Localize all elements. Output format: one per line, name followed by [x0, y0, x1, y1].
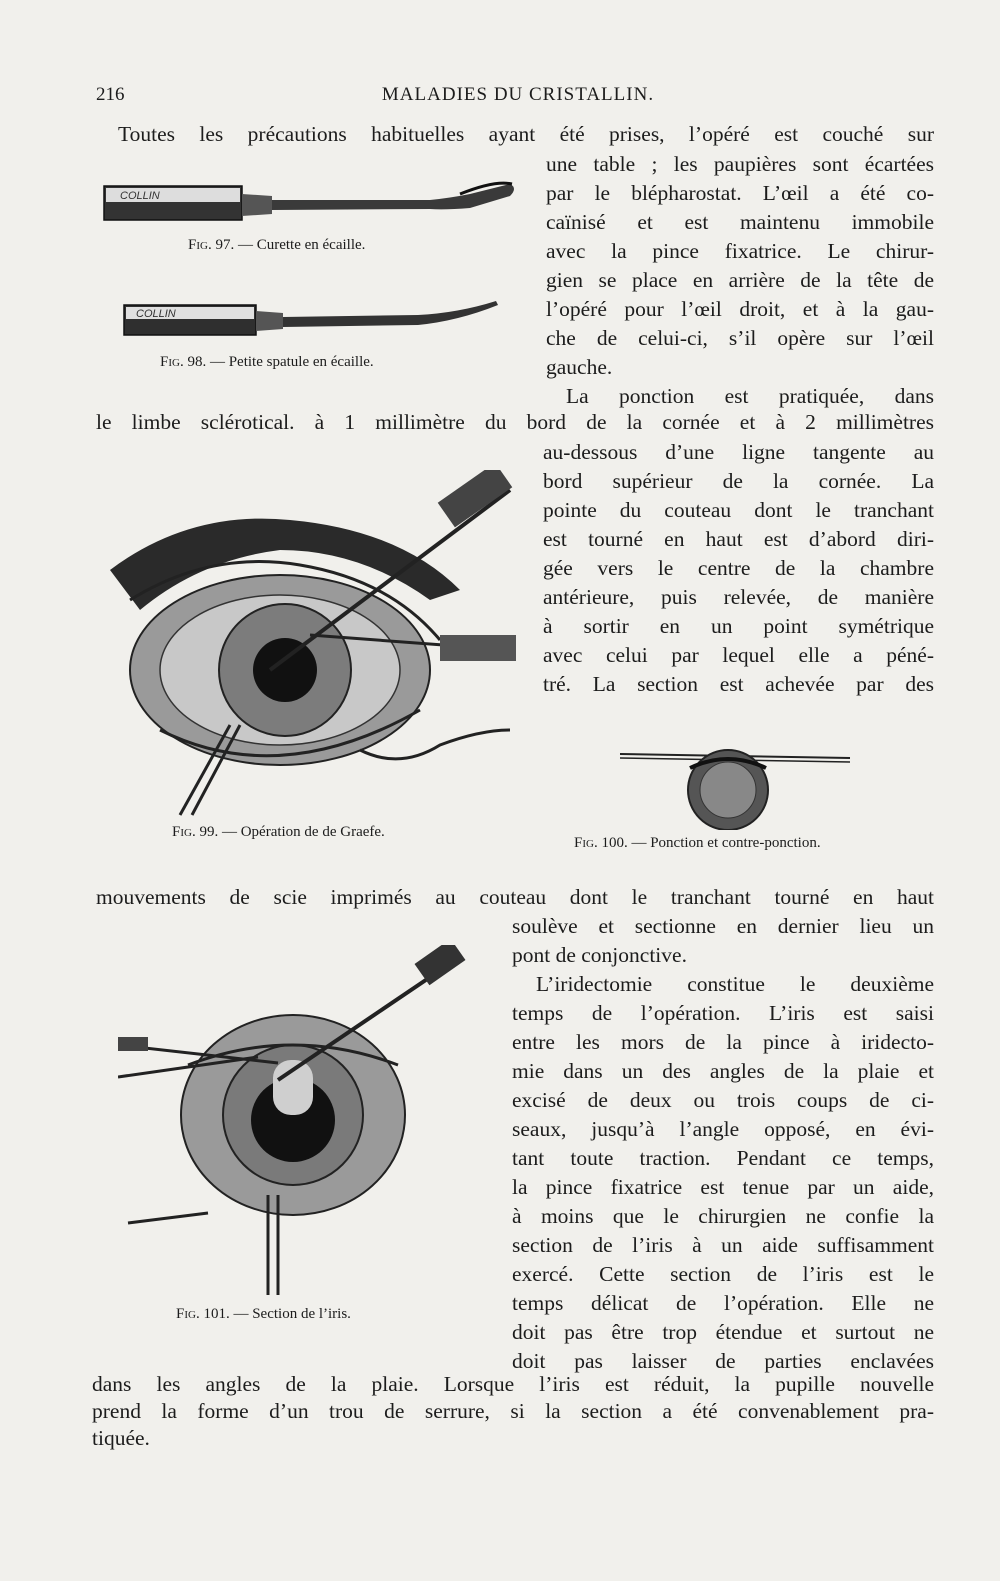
text-line: une table ; les paupières sont écartées: [546, 152, 934, 176]
text-line: Toutes les précautions habituelles ayant été prises, l’opéré est couché sur: [118, 122, 934, 146]
caption-fig101: Fig. 101. — Section de l’iris.: [176, 1306, 351, 1322]
figure-curette: [100, 170, 520, 230]
text-line: tant toute traction. Pendant ce temps,: [512, 1146, 934, 1170]
caption-fig97: Fig. 97. — Curette en écaille.: [188, 237, 366, 253]
text-line: doit pas être trop étendue et surtout ne: [512, 1320, 934, 1344]
text-line: che de celui-ci, s’il opère sur l’œil: [546, 326, 934, 350]
text-line: temps de l’opération. L’iris est saisi: [512, 1001, 934, 1025]
caption-fig99: Fig. 99. — Opération de de Graefe.: [172, 824, 385, 840]
text-line: au-dessous d’une ligne tangente au: [543, 440, 934, 464]
figure-spatula: [118, 295, 508, 345]
figure-ponction: [620, 740, 860, 830]
text-line: mouvements de scie imprimés au couteau dont le tranchant tourné en haut: [96, 885, 934, 909]
engraving-collin: COLLIN: [136, 308, 176, 320]
text-line: avec la pince fixatrice. Le chirur-: [546, 239, 934, 263]
caption-fig100: Fig. 100. — Ponction et contre-ponction.: [574, 835, 821, 851]
text-line: La ponction est pratiquée, dans: [566, 384, 934, 408]
text-line: exercé. Cette section de l’iris est le: [512, 1262, 934, 1286]
text-line: bord supérieur de la cornée. La: [543, 469, 934, 493]
text-line: à moins que le chirurgien ne confie la: [512, 1204, 934, 1228]
text-line: est tourné en haut est d’abord diri-: [543, 527, 934, 551]
text-line: seaux, jusqu’à l’angle opposé, en évi-: [512, 1117, 934, 1141]
text-line: temps délicat de l’opération. Elle ne: [512, 1291, 934, 1315]
text-line: la pince fixatrice est tenue par un aide,: [512, 1175, 934, 1199]
text-line: gien se place en arrière de la tête de: [546, 268, 934, 292]
text-line: caïnisé et est maintenu immobile: [546, 210, 934, 234]
text-line: prend la forme d’un trou de serrure, si la section a été convenablement pra-: [92, 1399, 934, 1423]
text-line: avec celui par lequel elle a péné-: [543, 643, 934, 667]
running-title: MALADIES DU CRISTALLIN.: [381, 84, 655, 105]
text-line: entre les mors de la pince à iridecto-: [512, 1030, 934, 1054]
page-number: 216: [96, 84, 125, 105]
text-line: par le blépharostat. L’œil a été co-: [546, 181, 934, 205]
text-line: tré. La section est achevée par des: [543, 672, 934, 696]
figure-iris-section: [118, 945, 498, 1300]
page-header: [96, 84, 940, 114]
text-line: mie dans un des angles de la plaie et: [512, 1059, 934, 1083]
text-line: doit pas laisser de parties enclavées: [512, 1349, 934, 1373]
text-line: soulève et sectionne en dernier lieu un: [512, 914, 934, 938]
text-line: excisé de deux ou trois coups de ci-: [512, 1088, 934, 1112]
figure-eye-operation: [100, 470, 520, 820]
text-line: gée vers le centre de la chambre: [543, 556, 934, 580]
text-line: gauche.: [546, 355, 613, 379]
text-line: section de l’iris à un aide suffisamment: [512, 1233, 934, 1257]
text-line: à sortir en un point symétrique: [543, 614, 934, 638]
caption-fig98: Fig. 98. — Petite spatule en écaille.: [160, 354, 374, 370]
text-line: dans les angles de la plaie. Lorsque l’iris est réduit, la pupille nouvelle: [92, 1372, 934, 1396]
text-line: antérieure, puis relevée, de manière: [543, 585, 934, 609]
text-line: pointe du couteau dont le tranchant: [543, 498, 934, 522]
text-line: L’iridectomie constitue le deuxième: [536, 972, 934, 996]
text-line: tiquée.: [92, 1426, 150, 1450]
text-line: pont de conjonctive.: [512, 943, 687, 967]
engraving-collin: COLLIN: [120, 190, 160, 202]
text-line: le limbe sclérotical. à 1 millimètre du bord de la cornée et à 2 millimètres: [96, 410, 934, 434]
text-line: l’opéré pour l’œil droit, et à la gau-: [546, 297, 934, 321]
